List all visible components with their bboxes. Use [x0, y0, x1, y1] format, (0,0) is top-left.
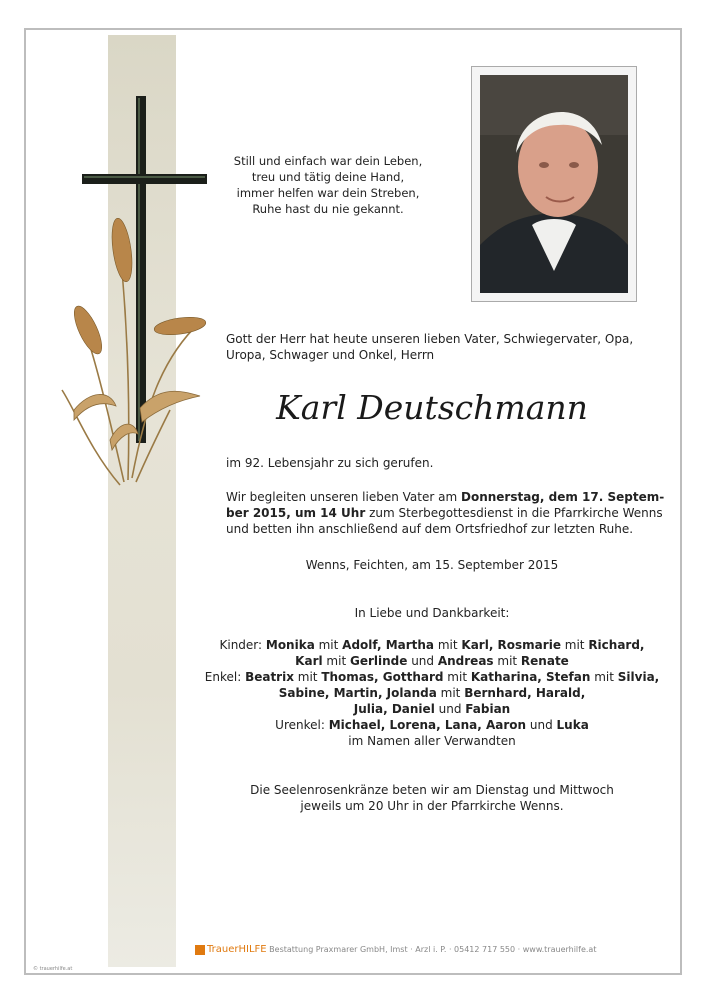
age-line: im 92. Lebensjahr zu sich gerufen. — [226, 456, 434, 470]
intro-line: Uropa, Schwager und Onkel, Herrn — [226, 348, 435, 362]
family-line: Enkel: Beatrix mit Thomas, Gotthard mit Katharina, Stefan mit Silvia, — [204, 670, 660, 684]
brand-name: TrauerHILFE — [207, 944, 267, 955]
cross-horizontal — [82, 174, 207, 184]
funeral-line: und betten ihn anschließend auf dem Ortsfriedhof zur letzten Ruhe. — [226, 522, 634, 536]
cross-vertical — [136, 96, 146, 443]
closing-line: In Liebe und Dankbarkeit: — [354, 606, 510, 620]
family-line: im Namen aller Verwandten — [348, 734, 516, 748]
funeral-line: ber 2015, um 14 Uhr zum Sterbegottesdienst in die Pfarrkirche Wenns — [226, 506, 663, 520]
logo-icon — [195, 945, 205, 955]
deceased-name: Karl Deutschmann — [276, 388, 588, 427]
poem-line: Still und einfach war dein Leben, — [233, 154, 423, 168]
poem-line: treu und tätig deine Hand, — [251, 170, 405, 184]
place-date: Wenns, Feichten, am 15. September 2015 — [305, 558, 559, 572]
family-line: Kinder: Monika mit Adolf, Martha mit Karl, Rosmarie mit Richard, — [219, 638, 645, 652]
funeral-line: Wir begleiten unseren lieben Vater am Donnerstag, dem 17. Septem- — [226, 490, 665, 504]
family-line: Urenkel: Michael, Lorena, Lana, Aaron und Luka — [275, 718, 589, 732]
portrait-photo — [480, 75, 628, 293]
portrait-frame — [471, 66, 637, 302]
wheat-icon — [62, 270, 200, 485]
family-line: Sabine, Martin, Jolanda mit Bernhard, Harald, — [278, 686, 586, 700]
footer — [195, 944, 596, 955]
family-line: Julia, Daniel und Fabian — [353, 702, 511, 716]
cross-wheat-illustration — [50, 90, 220, 510]
rosary-line: Die Seelenrosenkränze beten wir am Dienstag und Mittwoch — [250, 783, 614, 797]
rosary-line: jeweils um 20 Uhr in der Pfarrkirche Wenns. — [300, 799, 564, 813]
poem-line: immer helfen war dein Streben, — [236, 186, 420, 200]
poem-line: Ruhe hast du nie gekannt. — [252, 202, 404, 216]
copyright: © trauerhilfe.at — [33, 966, 73, 972]
footer-text: Bestattung Praxmarer GmbH, Imst · Arzl i. P. · 05412 717 550 · www.trauerhilfe.at — [269, 945, 597, 954]
family-line: Karl mit Gerlinde und Andreas mit Renate — [295, 654, 569, 668]
intro-line: Gott der Herr hat heute unseren lieben Vater, Schwiegervater, Opa, — [226, 332, 634, 346]
poem — [218, 153, 438, 217]
